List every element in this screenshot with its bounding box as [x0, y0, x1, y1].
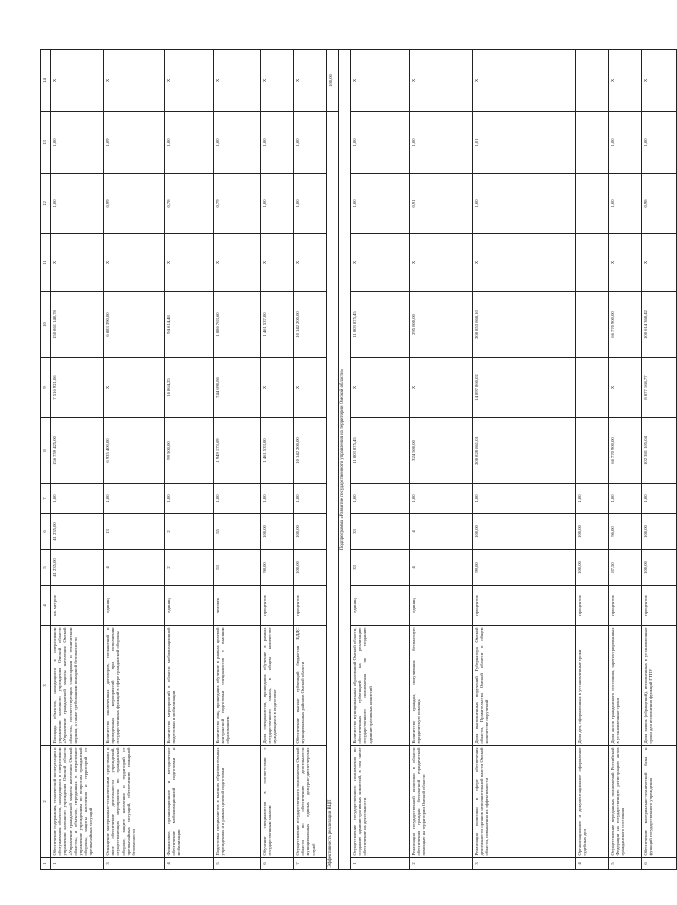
table-cell: 4 — [104, 550, 165, 586]
table-cell: 1,00 — [609, 112, 642, 174]
rows-b — [351, 50, 677, 870]
table-cell: 5 — [214, 858, 261, 870]
table-cell: 208 853 868,10 — [473, 292, 576, 358]
table-cell: процентов — [261, 586, 294, 626]
table-cell: X — [51, 50, 104, 112]
table-cell: 1,00 — [261, 174, 294, 234]
table-cell: Доля специалистов, прошедших обучение в рамках государственного заказа, в общем количестве нуждающихся в подготовке — [261, 626, 294, 746]
table-cell: 33 — [351, 514, 410, 550]
table-cell: 0,98 — [642, 174, 677, 234]
table-cell: X — [294, 50, 327, 112]
table-cell: 6 935 400,00 — [104, 418, 165, 484]
table-cell: X — [294, 234, 327, 292]
table-cell: X — [214, 234, 261, 292]
table-cell: процентов — [642, 586, 677, 626]
table-cell: 1,00 — [351, 174, 410, 234]
table-cell: 96,00 — [609, 514, 642, 550]
table-cell: 6 — [261, 858, 294, 870]
table-cell: 1 — [51, 858, 104, 870]
table-cell: 7 — [294, 858, 327, 870]
table-cell: 100,00 — [261, 514, 294, 550]
table-cell: процентов — [473, 586, 576, 626]
table-cell: 100,00 — [642, 514, 677, 550]
table-cell: Количество мероприятий в области мобилизационной подготовки и мобилизации — [165, 626, 214, 746]
table-cell: 6 — [642, 858, 677, 870]
table-cell: процентов — [609, 586, 642, 626]
table-row — [214, 50, 261, 870]
table-cell: Доля дел, оформленных в установленные сроки — [576, 626, 609, 746]
table-cell — [576, 292, 609, 358]
table-cell: X — [261, 358, 294, 418]
efficiency-row — [327, 50, 339, 870]
table-cell: X — [351, 358, 410, 418]
efficiency-value: 100,00 — [327, 50, 339, 112]
table-cell: процентов — [576, 586, 609, 626]
table-cell: 1,00 — [609, 174, 642, 234]
table-cell: 13 — [104, 514, 165, 550]
table-cell: X — [261, 234, 294, 292]
table-cell: 87,50 — [609, 550, 642, 586]
header-cell: 3 — [41, 626, 51, 746]
table-cell: 295 800,00 — [410, 292, 473, 358]
table-cell: 1,00 — [609, 484, 642, 514]
header-cell: 1 — [41, 858, 51, 870]
table-cell: Оснащение материально-техническими средствами и иное обеспечение деятельности учреждений, осуществляющих мероприятия по гражданской обороне, защите населения и территорий от чрезвычайных ситуаций, обеспечению пожарной безопасности — [104, 746, 165, 858]
table-cell: 1 461 533,00 — [261, 418, 294, 484]
table-cell: 0,91 — [410, 174, 473, 234]
table-row — [351, 50, 410, 870]
table-cell: 53 — [214, 550, 261, 586]
table-cell: 99,00 — [473, 550, 576, 586]
efficiency-label: Эффективность реализации ВЦП — [327, 112, 339, 870]
rows-a — [51, 50, 327, 870]
table-cell: X — [473, 50, 576, 112]
table-cell: Осуществление государственного полномочия по созданию административных комиссий, в том числе обеспечение их деятельности — [351, 746, 410, 858]
table-cell: Площадь объектов, находящихся в оперативном управлении казенного учреждения Омской области «Управление гражданской защиты населения Омской области», соответствующих санитарным и техническим нормам, а также требованиям пожарной безопасности — [51, 626, 104, 746]
table-cell: Количество граждан, получивших бесплатную юридическую помощь — [410, 626, 473, 746]
table-cell: 55 — [214, 514, 261, 550]
table-cell: X — [473, 234, 576, 292]
table-cell: 94 614,48 — [165, 292, 214, 358]
table-cell: 66 770 900,00 — [609, 292, 642, 358]
table-cell: 1,00 — [51, 112, 104, 174]
table-cell: 33 — [351, 550, 410, 586]
table-cell: X — [104, 358, 165, 418]
header-cell: 8 — [41, 418, 51, 484]
table-cell — [576, 358, 609, 418]
table-cell: X — [609, 50, 642, 112]
table-cell: 4 — [410, 550, 473, 586]
table-cell: единиц — [165, 586, 214, 626]
header-cell: 11 — [41, 234, 51, 292]
table-cell: 1,00 — [294, 484, 327, 514]
table-cell: 11 803 875,45 — [351, 418, 410, 484]
table-cell: Финансовое, организационное и методическое обеспечение мобилизационной подготовки и мобилизации — [165, 746, 214, 858]
table-cell: 0,78 — [165, 174, 214, 234]
table-cell: X — [642, 234, 677, 292]
table-cell: 6 883 390,00 — [104, 292, 165, 358]
table-cell: 1,00 — [642, 484, 677, 514]
header-cell: 7 — [41, 484, 51, 514]
table-cell: 8 877 168,77 — [642, 358, 677, 418]
table-cell: 744 690,86 — [214, 358, 261, 418]
table-cell: 1,00 — [351, 484, 410, 514]
table-cell: 100,00 — [642, 550, 677, 586]
table-cell: X — [104, 234, 165, 292]
table-cell: X — [410, 234, 473, 292]
table-cell: 1,00 — [294, 112, 327, 174]
table-cell: 100 614 368,42 — [642, 292, 677, 358]
table-cell: X — [165, 50, 214, 112]
table-cell: Реализация государственной политики в области обеспечения граждан бесплатной юридической помощью на территории Омской области — [410, 746, 473, 858]
table-cell: Количество лиц, прошедших обучение в рамках целевой контрактной подготовки специалистов с высшим образованием — [214, 626, 261, 746]
table-cell: процентов — [294, 586, 327, 626]
table-cell: 1,00 — [261, 484, 294, 514]
table-cell: X — [351, 234, 410, 292]
header-cell: 5 — [41, 550, 51, 586]
table-cell: 10 142 200,00 — [294, 418, 327, 484]
table-cell: 1,00 — [473, 174, 576, 234]
table-cell: 1,00 — [294, 174, 327, 234]
table-cell: X — [165, 234, 214, 292]
table-cell: Обеспечение выплат субвенций бюджетам ЕДДС муниципальных районов Омской области — [294, 626, 327, 746]
table-cell: Количество муниципальных образований Омской области, обеспеченных субвенцией на реализацию государственного полномочия по созданию административных комиссий — [351, 626, 410, 746]
header-cell: 10 — [41, 292, 51, 358]
table-cell: 1,00 — [104, 484, 165, 514]
table-cell: X — [642, 50, 677, 112]
table-cell: 2 — [165, 550, 214, 586]
table-cell: 100,00 — [294, 514, 327, 550]
table-row — [410, 50, 473, 870]
table-cell: 156 759 425,00 — [51, 418, 104, 484]
table-row — [576, 50, 609, 870]
table-cell: 1,00 — [51, 174, 104, 234]
rotated-table-sheet — [40, 50, 654, 870]
table-cell — [576, 50, 609, 112]
table-cell: 41 235,00 — [51, 514, 104, 550]
table-cell: 1 461 537,00 — [261, 292, 294, 358]
table-cell — [576, 418, 609, 484]
header-cell: 6 — [41, 514, 51, 550]
table-cell: X — [214, 50, 261, 112]
table-cell: 1 — [351, 858, 410, 870]
table-row — [473, 50, 576, 870]
table-cell: 150 861 140,78 — [51, 292, 104, 358]
table-cell: 100,00 — [576, 514, 609, 550]
table-cell: Доля выполненных поручений Губернатора Омской области, Правительства Омской области в общем количестве поручений — [473, 626, 576, 746]
header-cell: 9 — [41, 358, 51, 418]
table-cell: Реализация политики в сфере обеспечения деятельности органов исполнительной власти Омской области, повышения их эффективности — [473, 746, 576, 858]
table-cell: 1,00 — [214, 484, 261, 514]
table-cell: человек — [214, 586, 261, 626]
table-cell — [576, 112, 609, 174]
header-cell: 14 — [41, 50, 51, 112]
table-cell: X — [609, 358, 642, 418]
table-cell: Подготовка специалистов в высших образовательных учреждениях и в рамках целевой подготовки — [214, 746, 261, 858]
table-cell: 4 — [165, 858, 214, 870]
table-row — [642, 50, 677, 870]
table-cell: 100,00 — [473, 514, 576, 550]
table-cell: Организационное и документационное оформление судебных дел — [576, 746, 609, 858]
table-cell: 1 886 763,60 — [214, 292, 261, 358]
table-cell: 1,00 — [473, 484, 576, 514]
table-cell: 1,09 — [104, 112, 165, 174]
table-cell: 3 — [473, 858, 576, 870]
table-cell: 1,00 — [642, 112, 677, 174]
table-cell: Обеспечение содержания, технической эксплуатации и обслуживания объектов, находящихся в оперативном управлении казенного учреждения Омской области «Управление гражданской защиты населения Омской области», и объектов, переданных в оперативное управление учреждениям по вопросам гражданской обороны, защиты населения и территорий от чрезвычайных ситуаций — [51, 746, 104, 858]
table-row — [51, 50, 104, 870]
table-row — [609, 50, 642, 870]
table-cell: 16 864,25 — [165, 358, 214, 418]
table-cell: 14 897 860,02 — [473, 358, 576, 418]
table-cell: 1,00 — [576, 484, 609, 514]
table-cell: 1,00 — [165, 484, 214, 514]
table-cell: единиц — [351, 586, 410, 626]
table-cell: 98,00 — [261, 550, 294, 586]
table-cell: 2 — [410, 858, 473, 870]
table-cell: 4 — [576, 858, 609, 870]
table-row — [261, 50, 294, 870]
table-cell: 66 770 900,00 — [609, 418, 642, 484]
table-cell: 1,00 — [410, 112, 473, 174]
table-cell: 1,01 — [473, 112, 576, 174]
table-cell: 4 — [410, 514, 473, 550]
header-cell: 12 — [41, 174, 51, 234]
table-cell: 5 — [609, 858, 642, 870]
table-cell: 11 803 875,45 — [351, 292, 410, 358]
table-cell: X — [609, 234, 642, 292]
table-cell: 208 828 861,01 — [473, 418, 576, 484]
table-row — [294, 50, 327, 870]
table-cell: Обеспечение материально-технической базы и функций государственного учреждения — [642, 746, 677, 858]
table-cell: 99 500,00 — [165, 418, 214, 484]
report-table — [40, 49, 677, 870]
table-cell: 100,00 — [294, 550, 327, 586]
table-cell: X — [351, 50, 410, 112]
table-cell: X — [410, 50, 473, 112]
table-cell: X — [51, 234, 104, 292]
header-row — [41, 50, 51, 870]
table-cell: 1 949 173,69 — [214, 418, 261, 484]
table-cell: Доля заявок (обращений), исполненных в установленные сроки для исполнения функций ГТПУ — [642, 626, 677, 746]
table-cell: Осуществление государственного полномочия Омской области по обеспечению деятельности муниципальных единых дежурно-диспетчерских служб — [294, 746, 327, 858]
table-cell: 324 500,00 — [410, 418, 473, 484]
header-cell: 2 — [41, 746, 51, 858]
table-cell — [576, 234, 609, 292]
table-cell: 10 142 200,00 — [294, 292, 327, 358]
table-row — [165, 50, 214, 870]
table-cell: 1,00 — [214, 112, 261, 174]
table-cell: X — [294, 358, 327, 418]
table-cell: Осуществление переданных полномочий Российской Федерации на государственную регистрацию актов гражданского состояния — [609, 746, 642, 858]
table-cell: 100,00 — [576, 550, 609, 586]
table-row — [104, 50, 165, 870]
subprogram-row — [339, 50, 351, 870]
header-cell: 13 — [41, 112, 51, 174]
table-cell: 3 — [104, 858, 165, 870]
table-cell: 102 381 105,04 — [642, 418, 677, 484]
table-cell: Доля актов гражданского состояния, зарегистрированных в установленные сроки — [609, 626, 642, 746]
table-cell: Количество заключенных договоров, соглашений и проведенных мероприятий при исполнении государственных функций в сфере гражданской обороны — [104, 626, 165, 746]
table-cell: 7 516 921,06 — [51, 358, 104, 418]
table-cell: единиц — [410, 586, 473, 626]
table-cell: X — [261, 50, 294, 112]
table-cell: кв. метров — [51, 586, 104, 626]
table-cell: 1,00 — [261, 112, 294, 174]
table-cell: X — [410, 358, 473, 418]
table-cell: X — [104, 50, 165, 112]
subprogram-title: Подпрограмма «Развитие государственного управления на территории Омской области» — [339, 50, 351, 870]
table-cell — [576, 174, 609, 234]
table-cell: 1,00 — [351, 112, 410, 174]
table-cell: 1,00 — [51, 484, 104, 514]
table-cell: единиц — [104, 586, 165, 626]
table-cell: 1,00 — [410, 484, 473, 514]
table-cell: 41 235,00 — [51, 550, 104, 586]
table-cell: 0,99 — [104, 174, 165, 234]
table-cell: Обучение специалистов в соответствии с государственным заказом — [261, 746, 294, 858]
table-cell: 1,00 — [165, 112, 214, 174]
table-cell: 0,79 — [214, 174, 261, 234]
header-cell: 4 — [41, 586, 51, 626]
table-cell: 2 — [165, 514, 214, 550]
